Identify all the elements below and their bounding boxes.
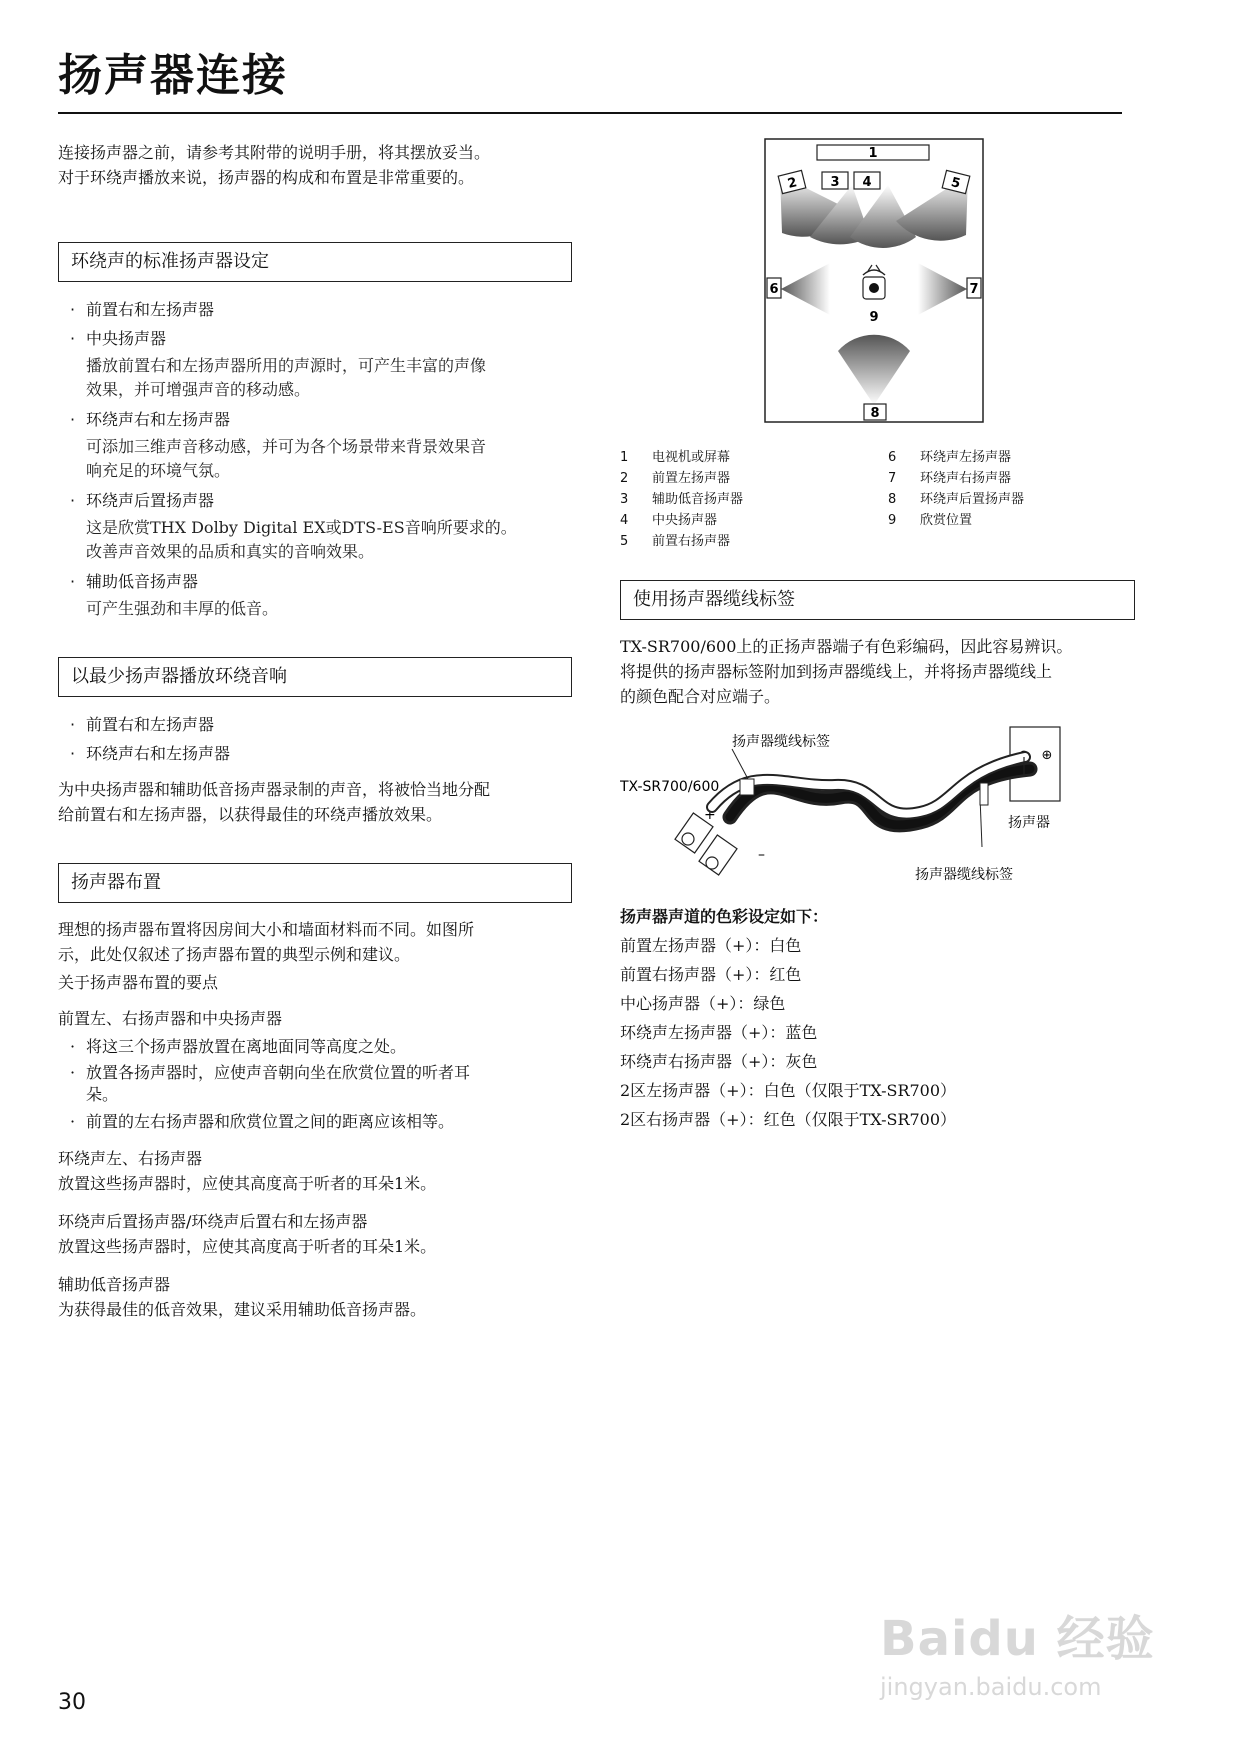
item-desc: 播放前置右和左扬声器所用的声源时，可产生丰富的声像	[86, 356, 487, 375]
subwoofer-heading: 辅助低音扬声器	[58, 1275, 171, 1294]
front-placement-list	[58, 1035, 578, 1133]
list-item: · 将这三个扬声器放置在离地面同等高度之处。	[70, 1037, 407, 1056]
placement-text: 理想的扬声器布置将因房间大小和墙面材料而不同。如图所	[58, 920, 475, 939]
list-item: · 环绕声右和左扬声器	[70, 744, 231, 763]
intro-line: 连接扬声器之前，请参考其附带的说明手册，将其摆放妥当。	[58, 143, 491, 162]
cable-diagram	[620, 717, 1135, 887]
terminal-plus-icon: ⊕	[1041, 748, 1053, 763]
speaker-5-label: 5	[949, 175, 962, 192]
left-column	[58, 140, 578, 1322]
minimum-text: 给前置右和左扬声器，以获得最佳的环绕声播放效果。	[58, 805, 443, 824]
list-item: · 中央扬声器	[70, 329, 167, 348]
legend-item: 2 前置左扬声器	[620, 471, 731, 486]
item-desc: 响充足的环境气氛。	[86, 461, 231, 480]
page-number: 30	[58, 1690, 86, 1715]
cable-label-tag-top	[740, 779, 754, 795]
back-text: 放置这些扬声器时，应使其高度高于听者的耳朵1米。	[58, 1237, 437, 1256]
cable-labels-text: 的颜色配合对应端子。	[620, 687, 781, 706]
front-heading: 前置左、右扬声器和中央扬声器	[58, 1009, 283, 1028]
speaker-label: 扬声器	[1008, 815, 1050, 831]
color-item: 2区右扬声器（+）：红色（仅限于TX-SR700）	[620, 1110, 957, 1129]
watermark	[880, 1600, 1155, 1701]
legend-item: 1 电视机或屏幕	[620, 450, 731, 465]
speaker-4-label: 4	[862, 175, 872, 190]
list-item: · 前置右和左扬声器	[70, 300, 215, 319]
standard-speaker-list	[58, 298, 578, 350]
subwoofer-text: 为获得最佳的低音效果，建议采用辅助低音扬声器。	[58, 1300, 427, 1319]
cable-label-bottom: 扬声器缆线标签	[915, 867, 1013, 883]
color-item: 前置右扬声器（+）：红色	[620, 965, 802, 984]
item-desc: 改善声音效果的品质和真实的音响效果。	[86, 542, 375, 561]
back-heading: 环绕声后置扬声器/环绕声后置右和左扬声器	[58, 1212, 368, 1231]
intro-line: 对于环绕声播放来说，扬声器的构成和布置是非常重要的。	[58, 168, 475, 187]
section-heading-placement: 扬声器布置	[58, 863, 572, 903]
right-column	[620, 135, 1135, 1134]
title-rule	[58, 112, 1122, 114]
speaker-2-label: 2	[786, 175, 799, 192]
minimum-speaker-list	[58, 713, 578, 765]
cable-label-tag-bottom	[980, 783, 988, 805]
speaker-layout-diagram	[620, 135, 1135, 425]
surround-text: 放置这些扬声器时，应使其高度高于听者的耳朵1米。	[58, 1174, 437, 1193]
surround-heading: 环绕声左、右扬声器	[58, 1149, 203, 1168]
legend-item: 4 中央扬声器	[620, 513, 718, 528]
placement-points-heading: 关于扬声器布置的要点	[58, 973, 219, 992]
intro-text	[58, 140, 578, 190]
cable-label-top: 扬声器缆线标签	[732, 734, 830, 750]
item-desc: 效果，并可增强声音的移动感。	[86, 380, 311, 399]
placement-text: 示，此处仅叙述了扬声器布置的典型示例和建议。	[58, 945, 411, 964]
rca-plug-minus	[699, 835, 737, 875]
minus-sign: –	[758, 847, 765, 863]
speaker-1-label: 1	[868, 146, 878, 161]
legend-item: 3 辅助低音扬声器	[620, 492, 744, 507]
section-heading-minimum: 以最少扬声器播放环绕音响	[58, 657, 572, 697]
colors-heading: 扬声器声道的色彩设定如下：	[620, 907, 829, 926]
minimum-text: 为中央扬声器和辅助低音扬声器录制的声音，将被恰当地分配	[58, 780, 491, 799]
cable-labels-text: TX-SR700/600上的正扬声器端子有色彩编码，因此容易辨识。	[620, 637, 1073, 656]
speaker-6-label: 6	[769, 282, 779, 297]
color-item: 环绕声左扬声器（+）：蓝色	[620, 1023, 818, 1042]
legend-item: 5 前置右扬声器	[620, 534, 731, 549]
color-item: 环绕声右扬声器（+）：灰色	[620, 1052, 818, 1071]
color-list	[620, 931, 1135, 1134]
item-desc: 可添加三维声音移动感，并可为各个场景带来背景效果音	[86, 437, 487, 456]
legend-item: 6 环绕声左扬声器	[888, 450, 1012, 465]
cable-labels-text: 将提供的扬声器标签附加到扬声器缆线上，并将扬声器缆线上	[620, 662, 1053, 681]
legend-item: 9 欣赏位置	[888, 513, 973, 528]
list-item: · 环绕声右和左扬声器	[70, 410, 231, 429]
list-item: · 辅助低音扬声器	[70, 572, 199, 591]
color-item: 2区左扬声器（+）：白色（仅限于TX-SR700）	[620, 1081, 957, 1100]
section-heading-cable-labels: 使用扬声器缆线标签	[620, 580, 1135, 620]
legend-item: 8 环绕声后置扬声器	[888, 492, 1025, 507]
legend-item: 7 环绕声右扬声器	[888, 471, 1012, 486]
section-heading-standard: 环绕声的标准扬声器设定	[58, 242, 572, 282]
list-item: · 环绕声后置扬声器	[70, 491, 215, 510]
list-item: · 前置右和左扬声器	[70, 715, 215, 734]
item-desc: 可产生强劲和丰厚的低音。	[86, 599, 279, 618]
speaker-8-label: 8	[870, 406, 880, 421]
list-item: · 放置各扬声器时，应使声音朝向坐在欣赏位置的听者耳 朵。	[70, 1063, 471, 1104]
watermark-logo: Baidu 经验	[880, 1611, 1155, 1667]
cable-label-top-pointer	[732, 749, 748, 779]
listener-label: 9	[869, 310, 879, 325]
terminal-minus-icon: ⊖	[1018, 748, 1030, 763]
plus-sign: +	[704, 807, 716, 823]
item-desc: 这是欣赏THX Dolby Digital EX或DTS-ES音响所要求的。	[86, 518, 517, 537]
color-item: 前置左扬声器（+）：白色	[620, 936, 802, 955]
diagram-legend	[620, 447, 1135, 552]
model-label: TX-SR700/600	[620, 779, 720, 795]
speaker-7-label: 7	[969, 282, 979, 297]
color-item: 中心扬声器（+）：绿色	[620, 994, 786, 1013]
watermark-url: jingyan.baidu.com	[880, 1673, 1102, 1701]
page-title: 扬声器连接	[58, 50, 288, 101]
speaker-3-label: 3	[830, 175, 840, 190]
list-item: · 前置的左右扬声器和欣赏位置之间的距离应该相等。	[70, 1112, 455, 1131]
